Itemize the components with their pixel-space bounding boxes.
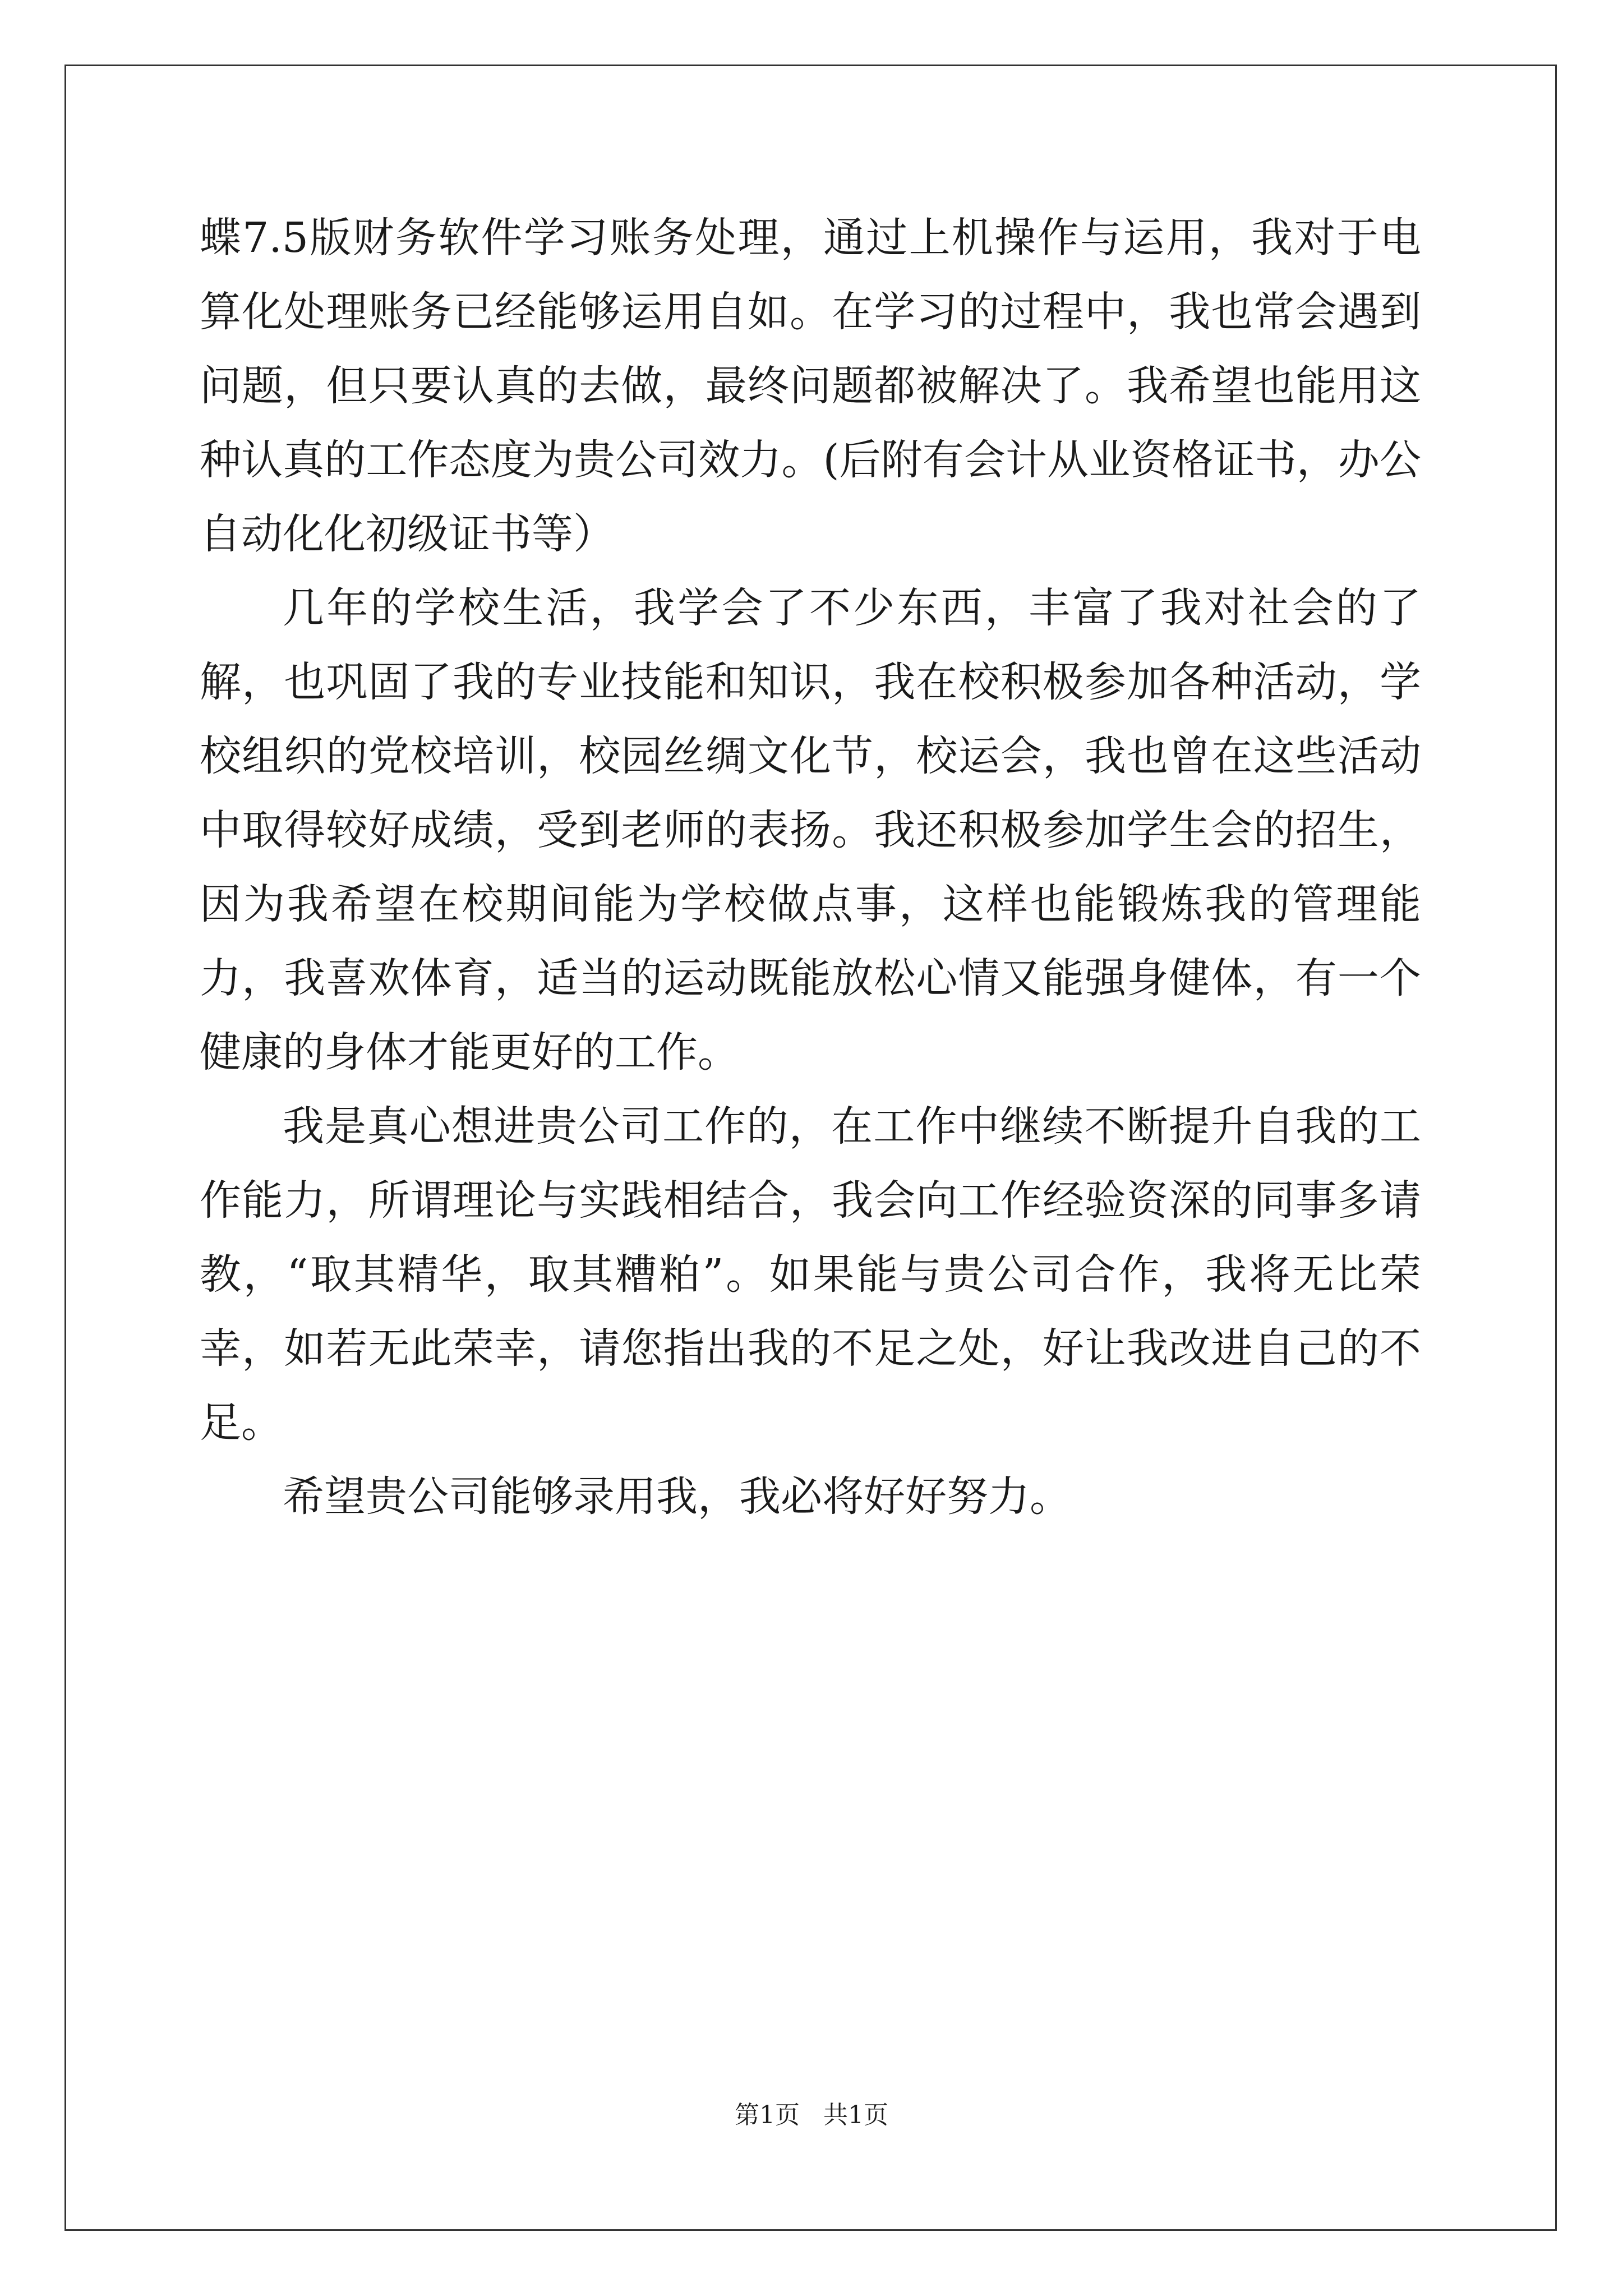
document-body [200, 201, 1421, 1534]
paragraph-1: 蝶7.5版财务软件学习账务处理，通过上机操作与运用，我对于电算化处理账务已经能够运用自如。在学习的过程中，我也常会遇到问题，但只要认真的去做，最终问题都被解决了。我希望也能用这种认真的工作态度为贵公司效力。(后附有会计从业资格证书，办公自动化化初级证书等） [200, 214, 1421, 558]
paragraph-3: 我是真心想进贵公司工作的，在工作中继续不断提升自我的工作能力，所谓理论与实践相结合，我会向工作经验资深的同事多请教，“取其精华，取其糟粕”。如果能与贵公司合作，我将无比荣幸，如若无此荣幸，请您指出我的不足之处，好让我改进自己的不足。 [200, 1102, 1421, 1447]
paragraph-4: 希望贵公司能够录用我，我必将好好努力。 [283, 1473, 1071, 1521]
paragraph-2: 几年的学校生活，我学会了不少东西，丰富了我对社会的了解，也巩固了我的专业技能和知识，我在校积极参加各种活动，学校组织的党校培训，校园丝绸文化节，校运会，我也曾在这些活动中取得较好成绩，受到老师的表扬。我还积极参加学生会的招生，因为我希望在校期间能为学校做点事，这样也能锻炼我的管理能力，我喜欢体育，适当的运动既能放松心情又能强身健体，有一个健康的身体才能更好的工作。 [200, 584, 1421, 1076]
page-footer: 第1页 共1页 [735, 2101, 888, 2129]
